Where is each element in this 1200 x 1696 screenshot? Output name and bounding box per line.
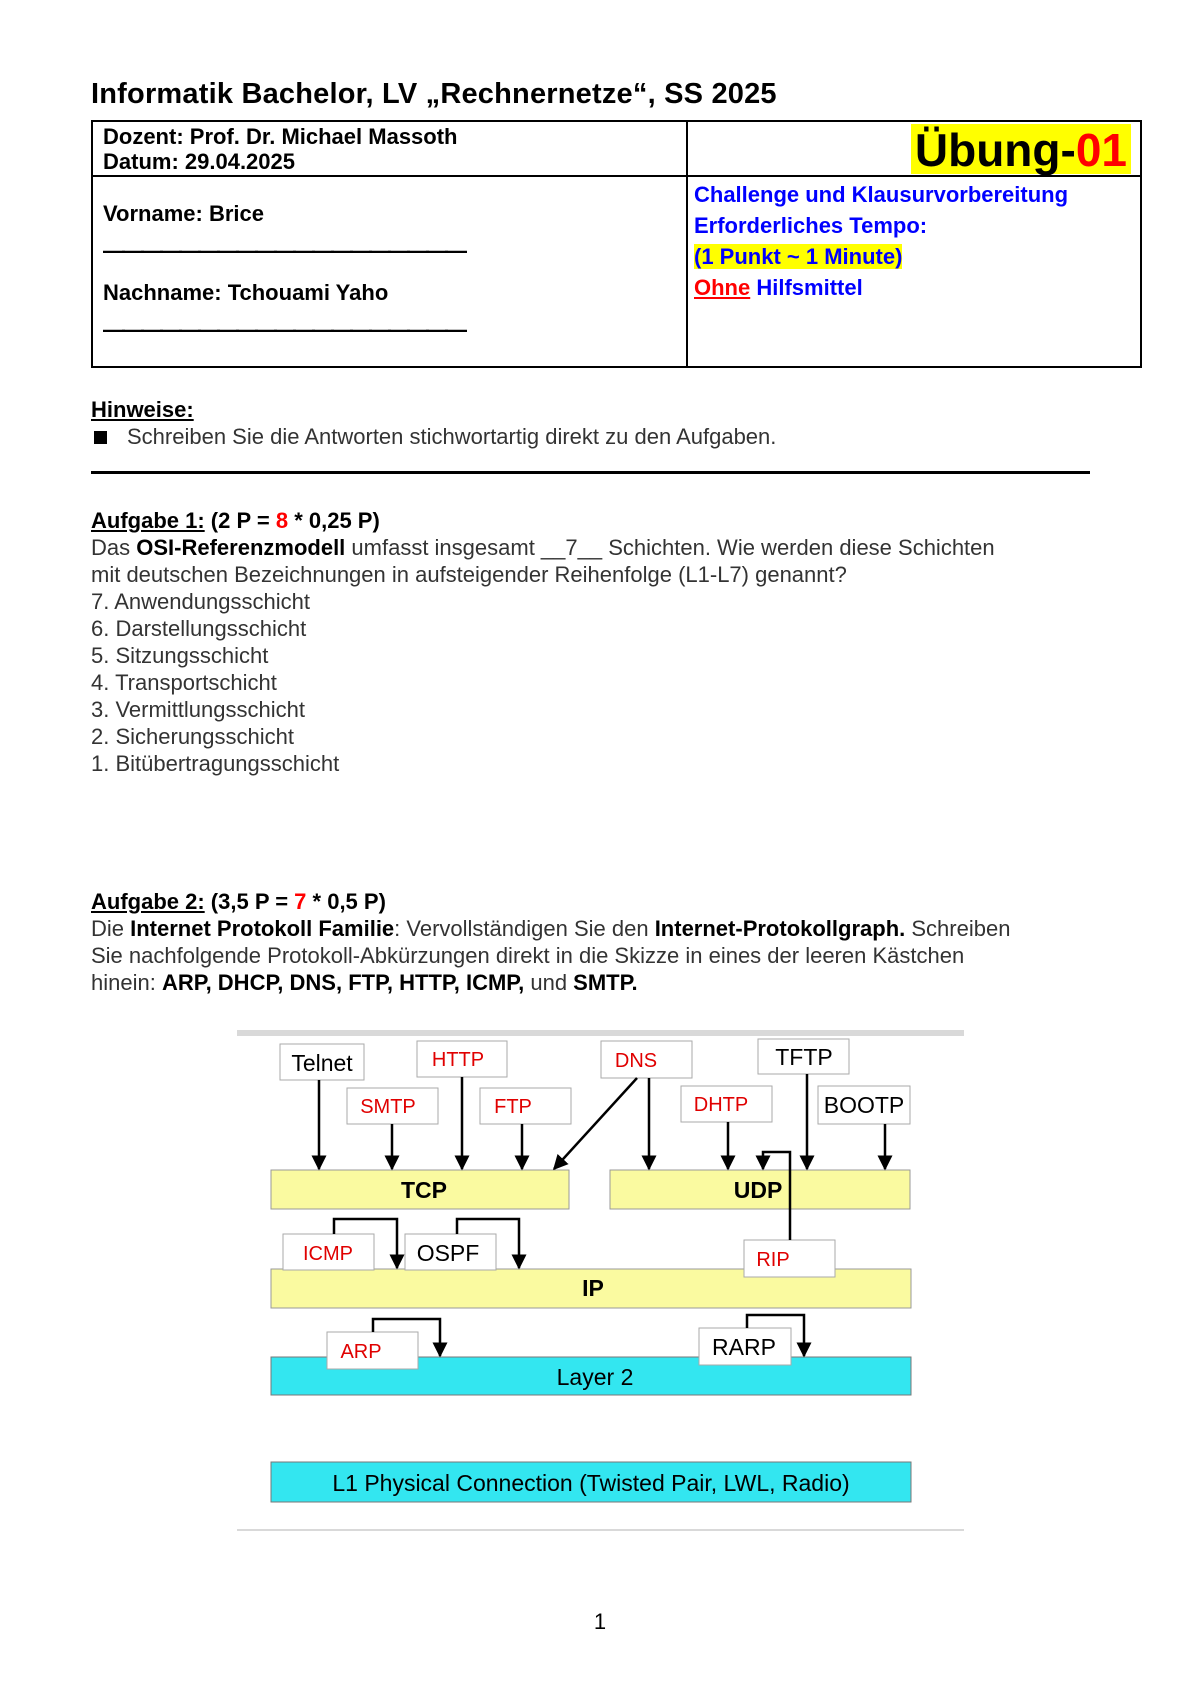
answer-line: 4. Transportschicht xyxy=(91,670,277,695)
aufgabe2-l3-c: und xyxy=(524,970,574,995)
aufgabe1-title: Aufgabe 1: xyxy=(91,508,205,533)
arp-label: ARP xyxy=(340,1341,382,1363)
bullet-square-icon xyxy=(94,431,107,444)
aufgabe1-text-bold: OSI-Referenzmodell xyxy=(136,535,346,560)
challenge-block xyxy=(694,179,1068,303)
hinweise-title: Hinweise: xyxy=(91,397,194,422)
page-number: 1 xyxy=(593,1609,607,1634)
udp-label: UDP xyxy=(733,1177,783,1203)
uebung-badge xyxy=(911,124,1131,174)
telnet-label: Telnet xyxy=(291,1050,353,1076)
nachname-line: ——————————————————— xyxy=(103,317,464,342)
tftp-label: TFTP xyxy=(775,1044,833,1070)
separator-rule xyxy=(91,471,1090,474)
vorname-line: ——————————————————— xyxy=(103,238,464,263)
bootp-label: BOOTP xyxy=(823,1092,905,1118)
punkt-text: (1 Punkt ~ 1 Minute) xyxy=(694,244,903,269)
answer-line: 1. Bitübertragungsschicht xyxy=(91,751,340,776)
vorname-field: Vorname: Brice xyxy=(103,201,264,226)
dns-label: DNS xyxy=(614,1050,658,1072)
ospf-label: OSPF xyxy=(416,1240,480,1266)
challenge-text: Challenge und Klausurvorbereitung xyxy=(694,182,1069,207)
aufgabe2-l1-b: Internet Protokoll Familie xyxy=(130,916,395,941)
aufgabe2-l3-d: SMTP. xyxy=(573,970,638,995)
uebung-number: 01 xyxy=(1075,124,1127,176)
aufgabe2-l1-c: : Vervollständigen Sie den xyxy=(394,916,655,941)
http-label: HTTP xyxy=(431,1049,485,1071)
aufgabe1-points-post: * 0,25 P) xyxy=(288,508,380,533)
nachname-field: Nachname: Tchouami Yaho xyxy=(103,280,389,305)
aufgabe2-points-red: 7 xyxy=(294,889,307,914)
diagram-top-border xyxy=(237,1030,964,1036)
datum-text: Datum: 29.04.2025 xyxy=(103,149,295,174)
header-table xyxy=(91,120,1142,368)
aufgabe2-points-post: * 0,5 P) xyxy=(306,889,386,914)
aufgabe2-l3-a: hinein: xyxy=(91,970,162,995)
icmp-label: ICMP xyxy=(303,1243,353,1265)
table-divider-vertical xyxy=(686,122,688,366)
answer-line: 6. Darstellungsschicht xyxy=(91,616,307,641)
aufgabe1-points-red: 8 xyxy=(275,508,289,533)
smtp-label: SMTP xyxy=(360,1096,416,1118)
ftp-label: FTP xyxy=(494,1096,532,1118)
hinweise-section xyxy=(91,396,776,450)
aufgabe1-text-b: umfasst insgesamt __7__ Schichten. Wie werden diese Schichten xyxy=(345,535,995,560)
dhtp-label: DHTP xyxy=(693,1094,749,1116)
hilfsmittel-text: Hilfsmittel xyxy=(750,275,863,300)
ip-label: IP xyxy=(582,1275,604,1301)
aufgabe2-l1-a: Die xyxy=(91,916,131,941)
aufgabe2-l3-b: ARP, DHCP, DNS, FTP, HTTP, ICMP, xyxy=(161,970,525,995)
rarp-label: RARP xyxy=(712,1334,776,1360)
aufgabe2-l2: Sie nachfolgende Protokoll-Abkürzungen direkt in die Skizze in eines der leeren Kästchen xyxy=(91,943,965,968)
aufgabe1-section xyxy=(91,507,995,777)
aufgabe2-section xyxy=(91,888,1010,996)
aufgabe1-text-a: Das xyxy=(91,535,137,560)
answer-line: 7. Anwendungsschicht xyxy=(91,589,310,614)
answer-line: 2. Sicherungsschicht xyxy=(91,724,294,749)
aufgabe2-l1-d: Internet-Protokollgraph. xyxy=(654,916,906,941)
tcp-label: TCP xyxy=(401,1177,447,1203)
hinweise-item: Schreiben Sie die Antworten stichwortartig direkt zu den Aufgaben. xyxy=(127,424,777,449)
protocol-graph-diagram xyxy=(237,1030,964,1532)
aufgabe2-title: Aufgabe 2: xyxy=(91,889,205,914)
tempo-text: Erforderliches Tempo: xyxy=(694,213,928,238)
uebung-prefix: Übung- xyxy=(914,124,1076,176)
layer2-label: Layer 2 xyxy=(556,1364,634,1390)
answer-line: 3. Vermittlungsschicht xyxy=(91,697,305,722)
l1-label: L1 Physical Connection (Twisted Pair, LWL, Radio) xyxy=(332,1470,850,1496)
aufgabe1-points-pre: (2 P = xyxy=(204,508,276,533)
aufgabe1-text-c: mit deutschen Bezeichnungen in aufsteigender Reihenfolge (L1-L7) genannt? xyxy=(91,562,847,587)
document-title: Informatik Bachelor, LV „Rechnernetze“, SS 2025 xyxy=(91,78,777,110)
rip-label: RIP xyxy=(756,1249,790,1271)
aufgabe2-points-pre: (3,5 P = xyxy=(204,889,295,914)
aufgabe2-l1-e: Schreiben xyxy=(905,916,1011,941)
ohne-text: Ohne xyxy=(694,275,751,300)
dozent-text: Dozent: Prof. Dr. Michael Massoth xyxy=(103,124,458,149)
answer-line: 5. Sitzungsschicht xyxy=(91,643,269,668)
